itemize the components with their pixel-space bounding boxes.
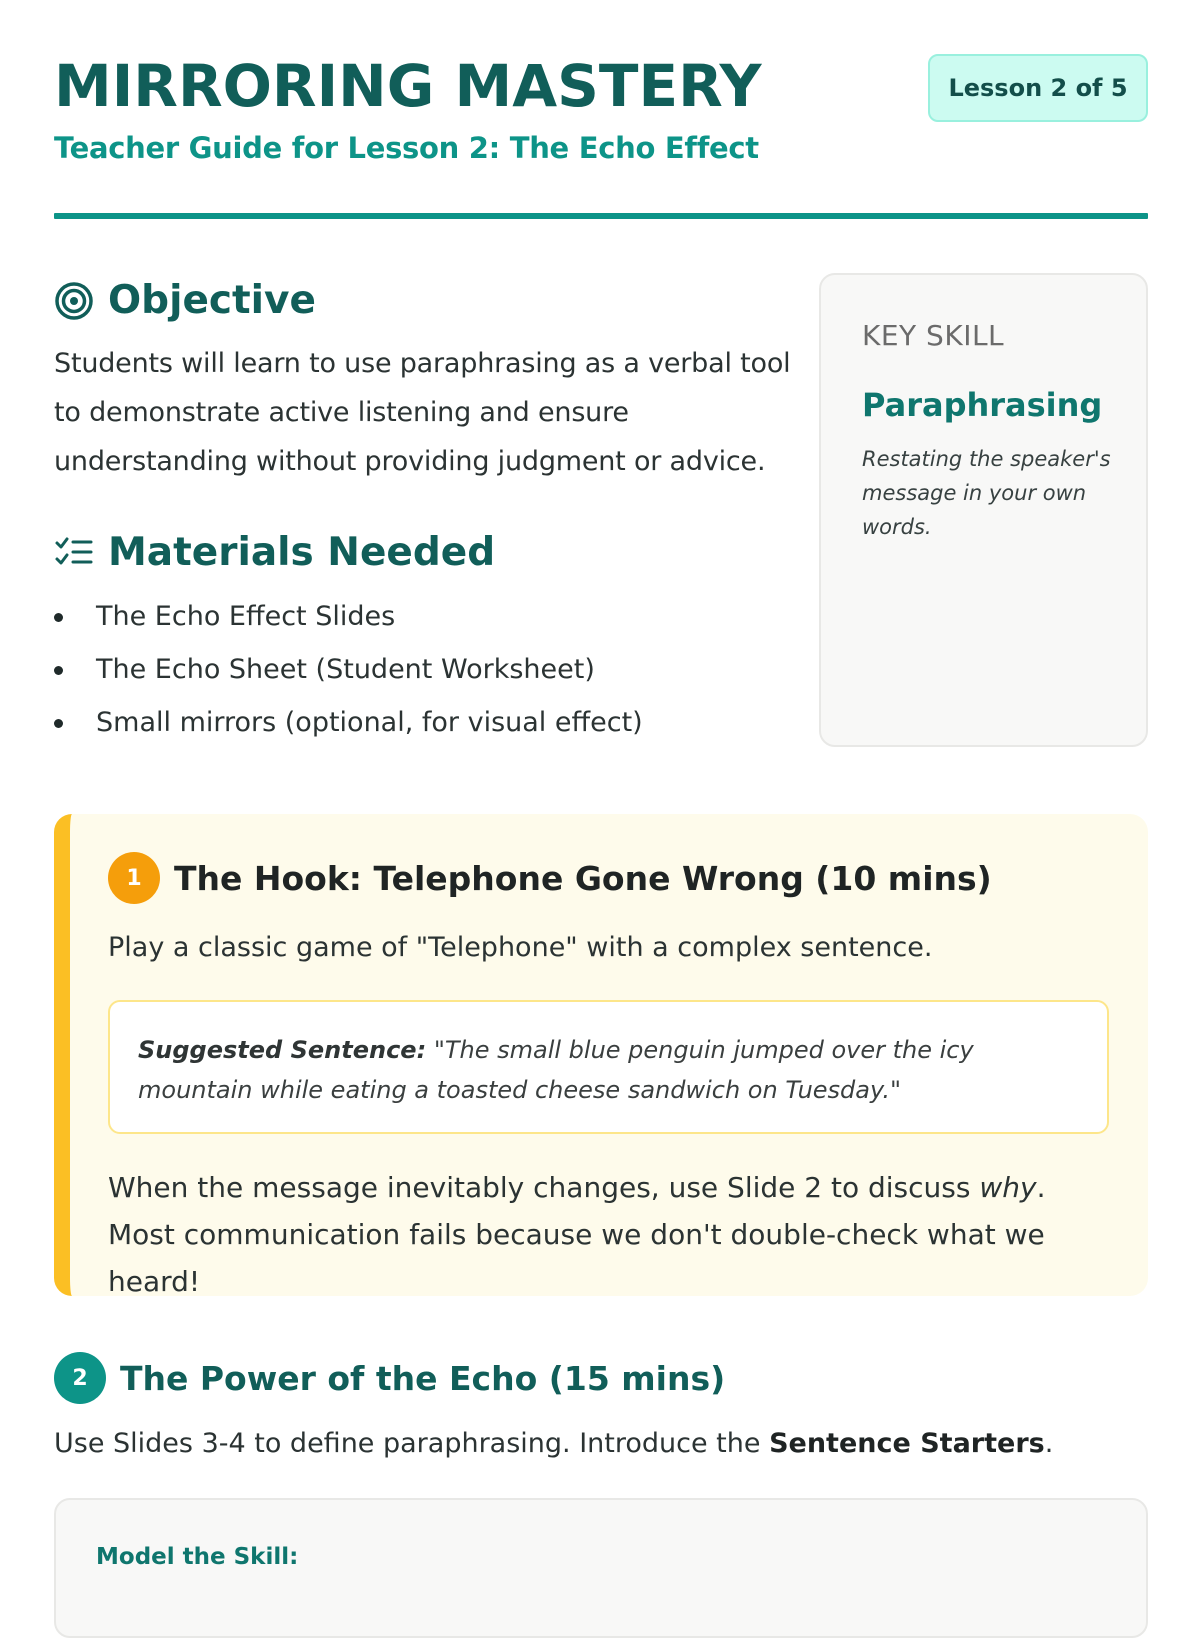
step-2-intro [54, 1428, 1053, 1459]
target-icon [54, 281, 94, 321]
teacher-guide-page [54, 0, 1148, 1570]
step-1-title: The Hook: Telephone Gone Wrong (10 mins) [174, 858, 992, 898]
materials-list [54, 590, 643, 749]
suggested-sentence-text: "The small blue penguin jumped over the icy mountain while eating a toasted cheese sandwich on Tuesday." [138, 1036, 974, 1104]
bullet-icon [54, 719, 63, 728]
step-1-followup [108, 1164, 1118, 1296]
header-divider [54, 213, 1148, 219]
objective-heading-text: Objective [108, 278, 316, 323]
model-skill-label: Model the Skill: [96, 1544, 299, 1570]
lesson-badge: Lesson 2 of 5 [928, 54, 1148, 122]
materials-heading-text: Materials Needed [108, 530, 496, 575]
suggested-sentence-label: Suggested Sentence: [138, 1036, 427, 1064]
step-number-badge: 2 [54, 1352, 106, 1404]
list-item-text: The Echo Effect Slides [96, 601, 396, 632]
list-item-text: The Echo Sheet (Student Worksheet) [96, 654, 595, 685]
key-skill-name: Paraphrasing [862, 386, 1103, 424]
step-1-intro: Play a classic game of "Telephone" with a complex sentence. [108, 932, 933, 963]
objective-text: Students will learn to use paraphrasing as a verbal tool to demonstrate active listening and ensure understanding without providing judgment or advice. [54, 348, 791, 477]
intro-text-end: . [1044, 1428, 1054, 1459]
intro-text: Use Slides 3-4 to define paraphrasing. Introduce the [54, 1428, 770, 1459]
followup-text: When the message inevitably changes, use Slide 2 to discuss [108, 1171, 980, 1204]
key-skill-definition: Restating the speaker's message in your own words. [862, 447, 1111, 539]
page-subtitle: Teacher Guide for Lesson 2: The Echo Effect [54, 131, 759, 165]
step-1-header [108, 852, 992, 904]
list-item [54, 696, 643, 749]
objective-heading [54, 278, 316, 323]
step-number-badge: 1 [108, 852, 160, 904]
key-skill-label: KEY SKILL [862, 319, 1005, 352]
step-2-title: The Power of the Echo (15 mins) [120, 1358, 726, 1398]
materials-heading [54, 530, 495, 575]
suggested-sentence-box [108, 1000, 1109, 1134]
key-skill-card [819, 273, 1148, 747]
bullet-icon [54, 666, 63, 675]
list-item [54, 590, 643, 643]
checklist-icon [54, 533, 94, 573]
step-2-header [54, 1352, 725, 1404]
model-skill-card [54, 1498, 1148, 1638]
intro-bold: Sentence Starters [769, 1428, 1045, 1459]
list-item-text: Small mirrors (optional, for visual effect) [96, 707, 643, 738]
page-title: MIRRORING MASTERY [54, 52, 762, 120]
followup-text-end: . Most communication fails because we don't double-check what we heard! [108, 1171, 1046, 1296]
followup-emphasis: why [979, 1171, 1037, 1204]
bullet-icon [54, 613, 63, 622]
list-item [54, 643, 643, 696]
guide-header [54, 0, 1148, 222]
step-1-card [54, 814, 1148, 1296]
